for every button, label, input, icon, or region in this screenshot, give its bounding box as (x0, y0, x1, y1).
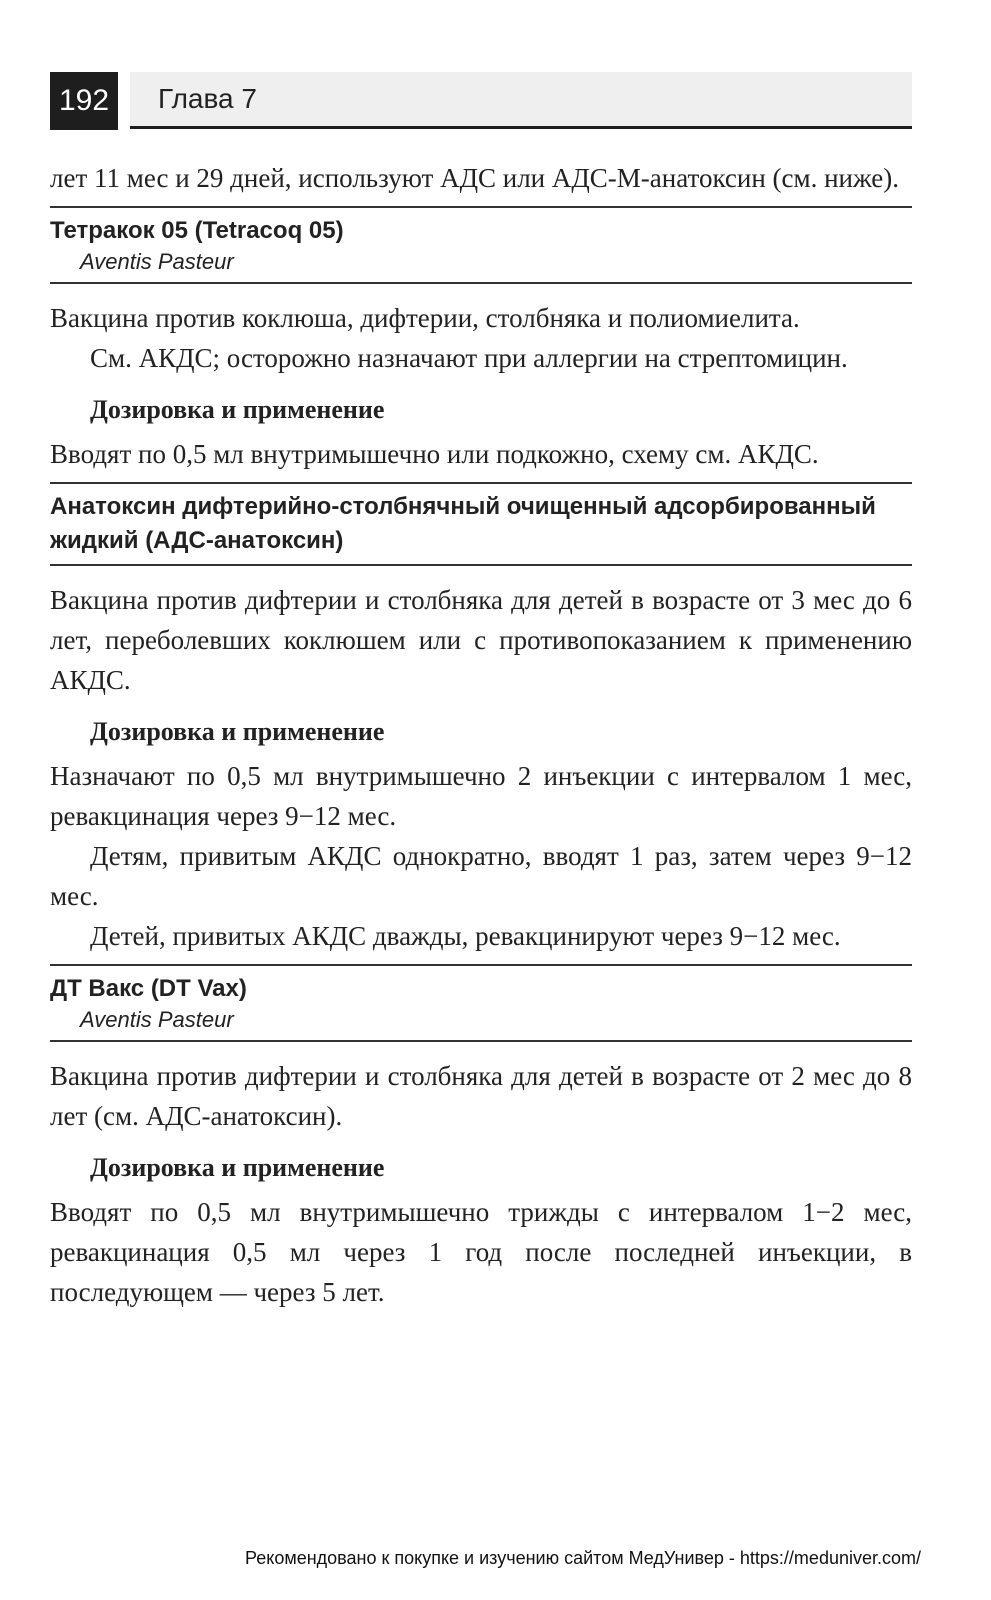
entry-description: Вакцина против коклюша, дифтерии, столбняка и полиомиелита. (50, 303, 800, 333)
entry-title: Анатоксин дифтерийно-столбнячный очищенный адсорбированный жидкий (АДС-анатоксин) (50, 493, 876, 554)
entry-manufacturer: Aventis Pasteur (80, 1007, 234, 1032)
dosage-paragraph: Вводят по 0,5 мл внутримышечно трижды с интервалом 1−2 мес, ревакцинация 0,5 мл через 1 год после последней инъекции, в последующем — через 5 лет. (50, 1197, 912, 1307)
page-header (50, 72, 912, 130)
chapter-bar (130, 72, 912, 129)
entry-title: Тетракок 05 (Tetracoq 05) (50, 217, 344, 244)
entry-description: Вакцина против дифтерии и столбняка для детей в возрасте от 2 мес до 8 лет (см. АДС-анатоксин). (50, 1061, 912, 1131)
intro-paragraph: лет 11 мес и 29 дней, используют АДС или АДС-М-анатоксин (см. ниже). (50, 163, 900, 193)
entry-description: См. АКДС; осторожно назначают при аллергии на стрептомицин. (90, 343, 848, 373)
footer-note: Рекомендовано к покупке и изучению сайтом МедУнивер - https://meduniver.com/ (245, 1548, 921, 1568)
entry-heading-ads-anatoxin (50, 482, 912, 566)
dosage-heading: Дозировка и применение (90, 395, 385, 424)
entry-heading-tetracoq (50, 206, 912, 284)
entry-heading-dt-vax (50, 964, 912, 1042)
dosage-paragraph: Детям, привитым АКДС однократно, вводят 1 раз, затем через 9−12 мес. (50, 841, 912, 911)
chapter-title: Глава 7 (158, 83, 257, 114)
dosage-paragraph: Вводят по 0,5 мл внутримышечно или подкожно, схему см. АКДС. (50, 439, 819, 469)
entry-manufacturer: Aventis Pasteur (80, 249, 234, 274)
page-content (50, 158, 912, 1312)
dosage-paragraph: Назначают по 0,5 мл внутримышечно 2 инъекции с интервалом 1 мес, ревакцинация через 9−12 мес. (50, 761, 912, 831)
entry-title: ДТ Вакс (DT Vax) (50, 975, 247, 1002)
entry-description: Вакцина против дифтерии и столбняка для детей в возрасте от 3 мес до 6 лет, переболевших коклюшем или с противопоказанием к применению АКДС. (50, 585, 912, 695)
dosage-heading: Дозировка и применение (90, 1153, 385, 1182)
dosage-paragraph: Детей, привитых АКДС дважды, ревакцинируют через 9−12 мес. (90, 921, 841, 951)
dosage-heading: Дозировка и применение (90, 717, 385, 746)
page-number: 192 (50, 72, 118, 130)
